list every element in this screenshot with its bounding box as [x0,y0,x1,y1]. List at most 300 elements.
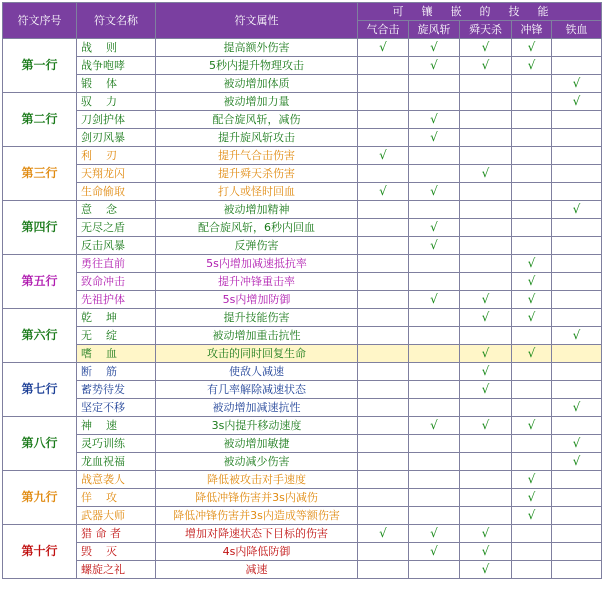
check-mark-icon: √ [430,112,438,126]
skill-cell [358,75,409,93]
skill-cell [552,273,602,291]
skill-cell [552,165,602,183]
header-skill-tiexue: 铁血 [552,21,602,39]
skill-cell [409,201,460,219]
rune-attribute: 提升冲锋重击率 [156,273,358,291]
skill-cell [358,291,409,309]
header-attribute: 符文属性 [156,3,358,39]
skill-cell [552,201,602,219]
rune-attribute: 降低冲锋伤害并3s内减伤 [156,489,358,507]
skill-cell [512,435,552,453]
skill-cell [358,201,409,219]
skill-cell [552,435,602,453]
skill-cell [552,111,602,129]
header-skill-chongfeng: 冲锋 [512,21,552,39]
table-row [3,417,602,435]
check-mark-icon: √ [481,310,490,324]
rune-table-body [3,39,602,579]
check-mark-icon: √ [572,76,581,90]
rune-name: 利 刃 [77,147,156,165]
rune-name: 断 筋 [77,363,156,381]
skill-cell [358,345,409,363]
check-mark-icon: √ [481,418,490,432]
skill-cell [552,471,602,489]
skill-cell [460,453,512,471]
skill-cell [512,219,552,237]
rune-attribute: 降低被攻击对手速度 [156,471,358,489]
table-row [3,165,602,183]
skill-cell [409,237,460,255]
skill-cell [552,291,602,309]
table-row [3,525,602,543]
skill-cell [552,363,602,381]
skill-cell [409,129,460,147]
group-label: 第八行 [3,417,77,471]
skill-cell [460,435,512,453]
header-name: 符文名称 [77,3,156,39]
skill-cell [512,345,552,363]
rune-name: 反击风暴 [77,237,156,255]
rune-attribute: 3s内提升移动速度 [156,417,358,435]
skill-cell [460,129,512,147]
skill-cell [358,507,409,525]
skill-cell [409,255,460,273]
rune-name: 猎 命 者 [77,525,156,543]
check-mark-icon: √ [481,544,490,558]
skill-cell [552,561,602,579]
check-mark-icon: √ [379,526,387,540]
rune-name: 战争咆哮 [77,57,156,75]
skill-cell [358,129,409,147]
rune-table [2,2,602,579]
skill-cell [409,147,460,165]
check-mark-icon: √ [379,40,387,54]
skill-cell [552,93,602,111]
skill-cell [460,57,512,75]
check-mark-icon: √ [572,94,581,108]
rune-attribute: 有几率解除减速状态 [156,381,358,399]
skill-cell [409,435,460,453]
rune-name: 生命偷取 [77,183,156,201]
check-mark-icon: √ [527,508,536,522]
skill-cell [409,93,460,111]
table-row [3,435,602,453]
skill-cell [358,183,409,201]
check-mark-icon: √ [572,400,581,414]
table-row [3,111,602,129]
rune-table-container [2,2,601,601]
table-row [3,471,602,489]
skill-cell [358,525,409,543]
skill-cell [512,147,552,165]
table-row [3,345,602,363]
skill-cell [552,543,602,561]
skill-cell [512,489,552,507]
skill-cell [552,75,602,93]
check-mark-icon: √ [481,526,490,540]
skill-cell [512,111,552,129]
skill-cell [358,237,409,255]
skill-cell [552,219,602,237]
skill-cell [460,255,512,273]
table-row [3,399,602,417]
skill-cell [358,489,409,507]
check-mark-icon: √ [527,256,536,270]
table-row [3,453,602,471]
skill-cell [409,183,460,201]
skill-cell [512,471,552,489]
skill-cell [512,543,552,561]
rune-name: 无尽之盾 [77,219,156,237]
skill-cell [552,507,602,525]
rune-name: 剑刃风暴 [77,129,156,147]
skill-cell [460,417,512,435]
skill-cell [552,237,602,255]
skill-cell [409,309,460,327]
rune-name: 嗜 血 [77,345,156,363]
check-mark-icon: √ [527,274,536,288]
skill-cell [460,273,512,291]
rune-attribute: 配合旋风斩，6秒内回血 [156,219,358,237]
rune-attribute: 配合旋风斩，减伤 [156,111,358,129]
header-index: 符文序号 [3,3,77,39]
group-label: 第七行 [3,363,77,417]
check-mark-icon: √ [527,472,536,486]
check-mark-icon: √ [527,292,536,306]
rune-attribute: 提升技能伤害 [156,309,358,327]
header-abilities: 可镶嵌的技能 [358,3,602,21]
rune-attribute: 使敌人减速 [156,363,358,381]
skill-cell [358,471,409,489]
skill-cell [512,453,552,471]
skill-cell [409,75,460,93]
skill-cell [460,183,512,201]
skill-cell [460,381,512,399]
group-label: 第四行 [3,201,77,255]
rune-attribute: 被动增加减速抗性 [156,399,358,417]
skill-cell [358,417,409,435]
check-mark-icon: √ [481,382,490,396]
check-mark-icon: √ [430,418,438,432]
rune-name: 锻 体 [77,75,156,93]
check-mark-icon: √ [481,40,490,54]
rune-name: 刀剑护体 [77,111,156,129]
skill-cell [552,453,602,471]
rune-attribute: 被动减少伤害 [156,453,358,471]
rune-attribute: 5s内增加防御 [156,291,358,309]
rune-attribute: 提升旋风斩攻击 [156,129,358,147]
skill-cell [409,111,460,129]
skill-cell [409,381,460,399]
table-row [3,93,602,111]
check-mark-icon: √ [527,418,536,432]
skill-cell [460,327,512,345]
rune-attribute: 被动增加力量 [156,93,358,111]
skill-cell [358,363,409,381]
skill-cell [358,453,409,471]
skill-cell [358,93,409,111]
skill-cell [552,345,602,363]
check-mark-icon: √ [572,436,581,450]
rune-name: 致命冲击 [77,273,156,291]
rune-attribute: 被动增加敏捷 [156,435,358,453]
rune-name: 乾 坤 [77,309,156,327]
table-row [3,39,602,57]
rune-attribute: 反弹伤害 [156,237,358,255]
table-row [3,327,602,345]
skill-cell [409,327,460,345]
skill-cell [409,345,460,363]
rune-name: 灵巧训练 [77,435,156,453]
skill-cell [409,507,460,525]
header-skill-qiheji: 气合击 [358,21,409,39]
rune-attribute: 提升气合击伤害 [156,147,358,165]
skill-cell [552,489,602,507]
skill-cell [358,399,409,417]
group-label: 第九行 [3,471,77,525]
skill-cell [358,111,409,129]
skill-cell [460,507,512,525]
table-row [3,489,602,507]
skill-cell [552,525,602,543]
skill-cell [512,381,552,399]
skill-cell [358,309,409,327]
table-row [3,273,602,291]
table-row [3,309,602,327]
rune-attribute: 增加对降速状态下目标的伤害 [156,525,358,543]
skill-cell [552,57,602,75]
skill-cell [358,57,409,75]
table-row [3,543,602,561]
table-row [3,129,602,147]
rune-name: 战意袭人 [77,471,156,489]
table-row [3,147,602,165]
rune-attribute: 5秒内提升物理攻击 [156,57,358,75]
skill-cell [512,507,552,525]
skill-cell [358,165,409,183]
check-mark-icon: √ [481,58,490,72]
skill-cell [552,309,602,327]
skill-cell [409,219,460,237]
table-row [3,237,602,255]
skill-cell [460,147,512,165]
skill-cell [409,39,460,57]
rune-attribute: 减速 [156,561,358,579]
check-mark-icon: √ [527,40,536,54]
check-mark-icon: √ [379,148,387,162]
rune-attribute: 降低冲锋伤害并3s内造成等额伤害 [156,507,358,525]
skill-cell [409,363,460,381]
rune-attribute: 被动增加精神 [156,201,358,219]
skill-cell [512,309,552,327]
check-mark-icon: √ [527,58,536,72]
skill-cell [358,435,409,453]
skill-cell [358,219,409,237]
group-label: 第三行 [3,147,77,201]
check-mark-icon: √ [527,490,536,504]
check-mark-icon: √ [572,202,581,216]
check-mark-icon: √ [572,328,581,342]
table-row [3,57,602,75]
skill-cell [512,561,552,579]
header-skill-xuanfengzhan: 旋风斩 [409,21,460,39]
skill-cell [409,561,460,579]
check-mark-icon: √ [430,130,438,144]
check-mark-icon: √ [430,238,438,252]
check-mark-icon: √ [430,526,438,540]
check-mark-icon: √ [430,220,438,234]
skill-cell [512,75,552,93]
skill-cell [409,57,460,75]
table-row [3,291,602,309]
table-row [3,219,602,237]
check-mark-icon: √ [430,292,438,306]
skill-cell [460,489,512,507]
skill-cell [460,39,512,57]
skill-cell [409,165,460,183]
skill-cell [512,165,552,183]
rune-name: 龙血祝福 [77,453,156,471]
skill-cell [512,255,552,273]
skill-cell [460,201,512,219]
skill-cell [358,273,409,291]
group-label: 第十行 [3,525,77,579]
skill-cell [358,327,409,345]
skill-cell [460,93,512,111]
skill-cell [552,381,602,399]
check-mark-icon: √ [527,310,536,324]
skill-cell [460,471,512,489]
skill-cell [409,453,460,471]
skill-cell [552,183,602,201]
check-mark-icon: √ [481,292,490,306]
check-mark-icon: √ [430,40,438,54]
check-mark-icon: √ [527,346,536,360]
skill-cell [409,399,460,417]
skill-cell [460,237,512,255]
skill-cell [512,327,552,345]
table-row [3,381,602,399]
skill-cell [460,219,512,237]
skill-cell [512,201,552,219]
rune-attribute: 5s内增加减速抵抗率 [156,255,358,273]
skill-cell [552,39,602,57]
skill-cell [512,57,552,75]
check-mark-icon: √ [481,364,490,378]
skill-cell [460,345,512,363]
check-mark-icon: √ [430,184,438,198]
table-row [3,561,602,579]
rune-name: 神 速 [77,417,156,435]
skill-cell [512,417,552,435]
skill-cell [512,399,552,417]
skill-cell [552,399,602,417]
rune-attribute: 4s内降低防御 [156,543,358,561]
table-row [3,363,602,381]
rune-attribute: 打人或怪时回血 [156,183,358,201]
skill-cell [552,147,602,165]
table-row [3,507,602,525]
skill-cell [552,255,602,273]
group-label: 第五行 [3,255,77,309]
group-label: 第二行 [3,93,77,147]
check-mark-icon: √ [430,544,438,558]
skill-cell [512,183,552,201]
skill-cell [512,525,552,543]
skill-cell [409,525,460,543]
skill-cell [512,273,552,291]
skill-cell [512,39,552,57]
rune-name: 天翔龙闪 [77,165,156,183]
skill-cell [460,561,512,579]
rune-name: 蓄势待发 [77,381,156,399]
rune-name: 意 念 [77,201,156,219]
check-mark-icon: √ [572,454,581,468]
rune-name: 战 则 [77,39,156,57]
rune-name: 勇往直前 [77,255,156,273]
header-skill-shuntiansha: 舜天杀 [460,21,512,39]
rune-attribute: 提高额外伤害 [156,39,358,57]
skill-cell [409,417,460,435]
skill-cell [460,363,512,381]
check-mark-icon: √ [379,184,387,198]
rune-name: 毁 灭 [77,543,156,561]
group-label: 第一行 [3,39,77,93]
skill-cell [552,129,602,147]
skill-cell [512,291,552,309]
skill-cell [460,525,512,543]
skill-cell [460,291,512,309]
rune-attribute: 攻击的同时回复生命 [156,345,358,363]
skill-cell [512,363,552,381]
skill-cell [512,237,552,255]
skill-cell [409,489,460,507]
group-label: 第六行 [3,309,77,363]
skill-cell [460,165,512,183]
check-mark-icon: √ [481,562,490,576]
table-row [3,183,602,201]
skill-cell [460,111,512,129]
skill-cell [409,273,460,291]
rune-name: 佯 攻 [77,489,156,507]
rune-name: 武器大师 [77,507,156,525]
skill-cell [460,399,512,417]
check-mark-icon: √ [481,166,490,180]
skill-cell [460,75,512,93]
skill-cell [512,93,552,111]
rune-name: 螺旋之礼 [77,561,156,579]
skill-cell [552,417,602,435]
rune-name: 无 绽 [77,327,156,345]
rune-attribute: 被动增加体质 [156,75,358,93]
skill-cell [460,309,512,327]
table-row [3,255,602,273]
skill-cell [358,561,409,579]
skill-cell [409,291,460,309]
table-row [3,201,602,219]
skill-cell [358,255,409,273]
skill-cell [358,381,409,399]
skill-cell [358,147,409,165]
skill-cell [460,543,512,561]
rune-name: 坚定不移 [77,399,156,417]
skill-cell [512,129,552,147]
skill-cell [358,543,409,561]
check-mark-icon: √ [481,346,490,360]
rune-attribute: 提升舜天杀伤害 [156,165,358,183]
table-row [3,75,602,93]
skill-cell [409,471,460,489]
